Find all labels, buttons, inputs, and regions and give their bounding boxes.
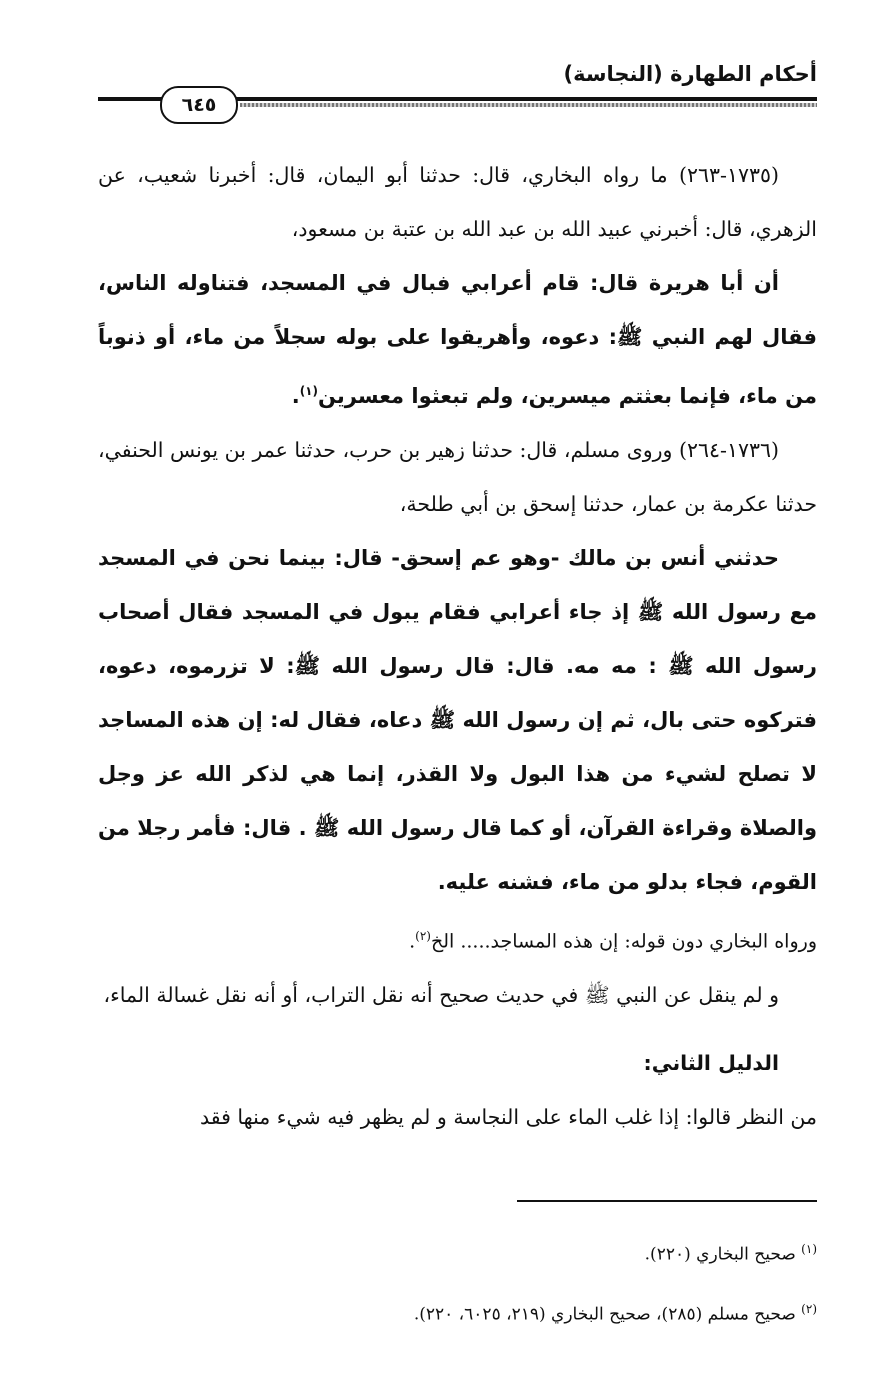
footnote-1 xyxy=(98,1222,817,1282)
footnote-2 xyxy=(98,1282,817,1342)
text-line: شعيب، عن الزهري، قال: أخبرني عبيد الله بن عبد الله بن عتبة بن مسعود، xyxy=(98,163,817,241)
hadith-text-1: أن أبا هريرة قال: قام أعرابي فبال في المسجد، فتناوله الناس، فقال لهم النبي ﷺ: دعوه، وأهريقوا على بوله سجلاً من ماء، أو ذنوباً من ماء، فإنما بعثتم ميسرين، ولم تبعثوا معسرين$^{(١)}$. xyxy=(98,271,817,408)
narration-note: ورواه البخاري دون قوله: إن هذه المساجد..... الخ$^{(٢)}$. xyxy=(409,929,817,953)
hadith-chain-2 xyxy=(98,423,817,531)
footnote-ref: (٢) xyxy=(415,929,431,943)
footnote-text: صحيح مسلم (٢٨٥)، صحيح البخاري (٢١٩، ٦٠٢٥، ٢٢٠). xyxy=(413,1304,796,1325)
footnote-ref: (١) xyxy=(299,384,318,398)
hadith-body: أن أبا هريرة قال: قام أعرابي فبال في المسجد، فتناوله الناس، فقال لهم النبي ﷺ: دعوه، وأهريقوا على بوله سجلاً من ماء، أو ذنوباً من ماء، فإنما بعثتم ميسرين، ولم تبعثوا معسرين xyxy=(98,271,817,408)
text-line: (١٧٣٦-٢٦٤) وروى مسلم، قال: حدثنا زهير بن حرب، حدثنا عمر xyxy=(252,438,779,462)
text-line: بن يونس الحنفي، حدثنا عكرمة بن عمار، حدثنا إسحق بن أبي طلحة، xyxy=(98,438,817,516)
footnote-number: (١) xyxy=(801,1242,817,1256)
commentary-paragraph: و لم ينقل عن النبي ﷺ في حديث صحيح أنه نقل التراب، أو أنه نقل غسالة الماء، xyxy=(103,983,779,1008)
commentary-paragraph-2: من النظر قالوا: إذا غلب الماء على النجاسة و لم يظهر فيه شيء منها فقد xyxy=(199,1105,817,1130)
header-rule-pattern xyxy=(240,103,817,107)
main-text xyxy=(98,148,817,1144)
footnote-separator xyxy=(517,1200,817,1202)
page-number: ٦٤٥ xyxy=(160,86,238,124)
footnote-number: (٢) xyxy=(801,1301,817,1316)
text-line: (١٧٣٥-٢٦٣) ما رواه البخاري، قال: حدثنا أبو اليمان، قال: أخبرنا xyxy=(208,163,779,187)
footnote-text: صحيح البخاري (٢٢٠). xyxy=(644,1244,796,1265)
running-header-title: أحكام الطهارة (النجاسة) xyxy=(563,62,817,86)
hadith-text-2: حدثني أنس بن مالك -وهو عم إسحق- قال: بينما نحن في المسجد مع رسول الله ﷺ إذ جاء أعرابي فقام يبول في المسجد فقال أصحاب رسول الله ﷺ : مه مه. قال: قال رسول الله ﷺ: لا تزرموه، دعوه، فتركوه حتى بال، ثم إن رسول الله ﷺ دعاه، فقال له: إن هذه المساجد لا تصلح لشيء من هذا البول ولا القذر، إنما هي لذكر الله عز وجل والصلاة وقراءة القرآن، أو كما قال رسول الله ﷺ . قال: فأمر رجلا من القوم، فجاء بدلو من ماء، فشنه عليه. xyxy=(98,546,817,894)
hadith-chain-1 xyxy=(98,148,817,256)
footnotes xyxy=(98,1222,817,1341)
section-heading: الدليل الثاني: xyxy=(643,1051,779,1076)
note-text: ورواه البخاري دون قوله: إن هذه المساجد..... الخ xyxy=(430,930,817,953)
